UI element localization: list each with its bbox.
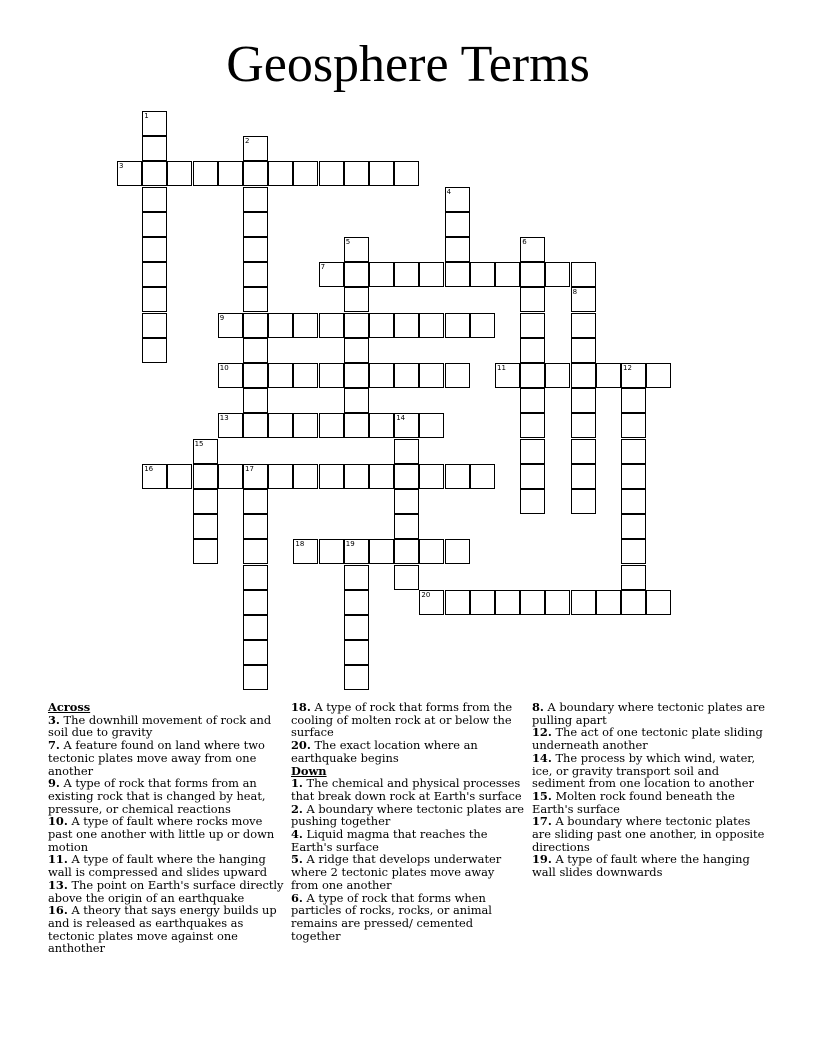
grid-cell[interactable] [319,464,344,489]
grid-cell[interactable] [419,539,444,564]
clue-number: 7 [320,263,326,272]
grid-cell[interactable] [520,287,545,312]
grid-cell[interactable] [344,590,369,615]
grid-cell[interactable] [520,262,545,287]
clue-item-text: A type of rock that forms from the cooling of molten rock at or below the surface [291,700,513,740]
grid-cell[interactable] [646,363,671,388]
clue-item [532,853,770,878]
grid-cell[interactable] [293,464,318,489]
clue-item-text: A type of fault where the hanging wall is compressed and slides upward [48,852,267,880]
clue-item [291,828,525,853]
grid-cell[interactable] [394,514,419,539]
grid-cell[interactable] [369,313,394,338]
grid-cell[interactable] [319,161,344,186]
clue-number: 11 [497,364,506,372]
grid-cell[interactable] [243,313,268,338]
grid-cell[interactable] [520,439,545,464]
grid-cell[interactable] [142,237,167,262]
grid-cell[interactable] [621,514,646,539]
clue-item-number: 1. [291,776,303,791]
clue-item-text: A type of fault where the hanging wall slides downwards [532,852,750,880]
clue-item [291,777,525,802]
down-clue-list [291,777,525,942]
grid-cell[interactable] [142,212,167,237]
clue-number: 14 [396,414,406,423]
grid-cell[interactable] [344,539,369,564]
clue-item [291,892,525,943]
grid-cell[interactable] [293,161,318,186]
grid-cell[interactable] [520,338,545,363]
grid-cell[interactable] [193,489,218,514]
grid-cell[interactable] [621,363,646,388]
grid-cell[interactable] [344,338,369,363]
clue-item-text: A feature found on land where two tectonic plates move away from one another [48,738,265,778]
grid-cell[interactable] [243,338,268,363]
grid-cell[interactable] [470,590,495,615]
grid-cell[interactable] [243,413,268,438]
grid-cell[interactable] [243,136,268,161]
grid-cell[interactable] [571,489,596,514]
clue-item-number: 14. [532,750,552,765]
clue-number: 8 [572,288,578,297]
clue-item [532,726,770,751]
grid-cell[interactable] [520,363,545,388]
grid-cell[interactable] [243,665,268,690]
grid-cell[interactable] [142,136,167,161]
clue-item [532,752,770,790]
clue-item-number: 4. [291,827,303,842]
clue-item-number: 10. [48,814,68,829]
grid-cell[interactable] [369,363,394,388]
grid-cell[interactable] [243,237,268,262]
grid-cell[interactable] [445,590,470,615]
grid-cell[interactable] [545,363,570,388]
grid-cell[interactable] [193,539,218,564]
grid-cell[interactable] [419,262,444,287]
grid-cell[interactable] [571,363,596,388]
clue-number: 6 [522,238,527,246]
grid-cell[interactable] [571,338,596,363]
grid-cell[interactable] [596,590,621,615]
grid-cell[interactable] [344,665,369,690]
grid-cell[interactable] [243,262,268,287]
grid-cell[interactable] [243,363,268,388]
clue-number: 10 [219,364,229,372]
grid-cell[interactable] [344,262,369,287]
grid-cell[interactable] [394,413,419,438]
grid-cell[interactable] [167,161,192,186]
grid-cell[interactable] [243,287,268,312]
grid-cell[interactable] [394,439,419,464]
clue-item-text: The chemical and physical processes that break down rock at Earth's surface [291,776,522,803]
across-clue-list-continued [291,701,525,765]
grid-cell[interactable] [319,413,344,438]
grid-cell[interactable] [344,363,369,388]
clue-item [532,815,770,853]
grid-cell[interactable] [142,161,167,186]
clue-number: 17 [245,464,254,473]
grid-cell[interactable] [520,464,545,489]
grid-cell[interactable] [621,413,646,438]
grid-cell[interactable] [268,413,293,438]
grid-cell[interactable] [344,464,369,489]
grid-cell[interactable] [193,514,218,539]
clue-number: 16 [144,464,154,473]
grid-cell[interactable] [243,590,268,615]
clue-item-number: 8. [532,700,544,714]
clue-column-3 [532,701,770,879]
grid-cell[interactable] [167,464,192,489]
clue-item-text: A ridge that develops underwater where 2 tectonic plates move away from one another [291,852,502,892]
clue-item-number: 11. [48,852,68,867]
clue-item-number: 16. [48,903,68,918]
grid-cell[interactable] [319,262,344,287]
grid-cell[interactable] [445,464,470,489]
grid-cell[interactable] [243,539,268,564]
clue-item-number: 5. [291,852,303,867]
across-clue-list [48,714,284,955]
grid-cell[interactable] [243,565,268,590]
grid-cell[interactable] [621,464,646,489]
clue-item-text: A boundary where tectonic plates are pushing together [291,801,525,829]
grid-cell[interactable] [394,489,419,514]
clue-item-text: A type of rock that forms when particles of rocks, rocks, or animal remains are pressed/ cemented together [291,890,492,943]
clue-item [532,790,770,815]
page-title: Geosphere Terms [226,36,590,93]
clue-item-text: A boundary where tectonic plates are pulling apart [532,700,766,727]
grid-cell[interactable] [621,590,646,615]
clue-number: 12 [623,364,632,372]
grid-cell[interactable] [344,413,369,438]
clue-item [532,701,770,726]
grid-cell[interactable] [193,161,218,186]
clue-item [291,701,525,739]
grid-cell[interactable] [243,187,268,212]
clue-item-text: Molten rock found beneath the Earth's surface [532,788,735,816]
grid-cell[interactable] [142,313,167,338]
clue-item-text: Liquid magma that reaches the Earth's surface [291,827,488,854]
grid-cell[interactable] [520,590,545,615]
grid-cell[interactable] [268,161,293,186]
clue-item-text: A boundary where tectonic plates are sliding past one another, in opposite directions [532,814,765,854]
clue-item-number: 19. [532,852,552,867]
grid-cell[interactable] [545,262,570,287]
grid-cell[interactable] [344,640,369,665]
clue-item [48,739,284,777]
grid-cell[interactable] [369,539,394,564]
grid-cell[interactable] [545,590,570,615]
grid-cell[interactable] [571,439,596,464]
grid-cell[interactable] [445,313,470,338]
clue-item-text: The act of one tectonic plate sliding underneath another [532,725,763,753]
grid-cell[interactable] [344,161,369,186]
grid-cell[interactable] [571,413,596,438]
grid-cell[interactable] [621,539,646,564]
grid-cell[interactable] [495,262,520,287]
grid-cell[interactable] [495,363,520,388]
grid-cell[interactable] [520,313,545,338]
clue-item [48,777,284,815]
clue-item-text: A type of fault where rocks move past one another with little up or down motion [48,814,275,854]
clue-column-1 [48,701,284,955]
grid-cell[interactable] [571,262,596,287]
grid-cell[interactable] [344,313,369,338]
clue-item-number: 17. [532,814,552,829]
grid-cell[interactable] [470,262,495,287]
clue-item-number: 15. [532,788,552,803]
grid-cell[interactable] [646,590,671,615]
clue-number: 3 [119,162,124,171]
grid-cell[interactable] [394,262,419,287]
clue-item [48,815,284,853]
grid-cell[interactable] [621,439,646,464]
grid-cell[interactable] [520,489,545,514]
grid-cell[interactable] [369,413,394,438]
grid-cell[interactable] [344,565,369,590]
clue-item-text: A type of rock that forms from an existing rock that is changed by heat, pressure, or chemical reactions [48,776,266,816]
grid-cell[interactable] [369,262,394,287]
grid-cell[interactable] [344,615,369,640]
clue-item-text: A theory that says energy builds up and is released as earthquakes as tectonic plates move against one anthother [48,903,277,956]
grid-cell[interactable] [369,161,394,186]
grid-cell[interactable] [293,413,318,438]
clue-item-number: 13. [48,877,68,892]
clue-item-number: 7. [48,738,60,753]
clue-item [48,714,284,739]
grid-cell[interactable] [344,388,369,413]
grid-cell[interactable] [520,413,545,438]
grid-cell[interactable] [419,313,444,338]
clue-item-number: 9. [48,776,60,791]
grid-cell[interactable] [419,363,444,388]
grid-cell[interactable] [268,363,293,388]
clue-column-2 [291,701,525,942]
grid-cell[interactable] [218,464,243,489]
grid-cell[interactable] [117,161,142,186]
down-heading: Down [291,763,327,778]
clue-number: 15 [194,439,204,448]
clue-item [48,904,284,955]
clue-number: 18 [295,540,305,549]
clue-item-text: The downhill movement of rock and soil due to gravity [48,712,272,740]
grid-cell[interactable] [243,464,268,489]
grid-cell[interactable] [571,313,596,338]
grid-cell[interactable] [319,363,344,388]
clue-item-number: 6. [291,890,303,905]
grid-cell[interactable] [394,539,419,564]
grid-cell[interactable] [571,590,596,615]
grid-cell[interactable] [571,388,596,413]
clue-item-text: The exact location where an earthquake begins [291,738,478,765]
grid-cell[interactable] [394,565,419,590]
clue-item-number: 12. [532,725,552,740]
grid-cell[interactable] [419,413,444,438]
clue-item-text: The process by which wind, water, ice, or gravity transport soil and sediment from one location to another [532,750,756,791]
grid-cell[interactable] [142,464,167,489]
clue-item-number: 3. [48,712,60,727]
grid-cell[interactable] [495,590,520,615]
clue-number: 5 [345,238,351,246]
grid-cell[interactable] [419,590,444,615]
grid-cell[interactable] [142,187,167,212]
grid-cell[interactable] [520,237,545,262]
grid-cell[interactable] [445,262,470,287]
grid-cell[interactable] [243,388,268,413]
grid-cell[interactable] [571,464,596,489]
clue-number: 9 [219,313,225,322]
grid-cell[interactable] [218,363,243,388]
grid-cell[interactable] [394,161,419,186]
clue-item [291,739,525,764]
clue-item-number: 18. [291,700,311,714]
grid-cell[interactable] [419,464,444,489]
grid-cell[interactable] [293,313,318,338]
clue-item-number: 2. [291,801,303,816]
grid-cell[interactable] [445,237,470,262]
grid-cell[interactable] [218,313,243,338]
clue-item-number: 20. [291,738,311,753]
grid-cell[interactable] [319,313,344,338]
grid-cell[interactable] [268,464,293,489]
grid-cell[interactable] [319,539,344,564]
grid-cell[interactable] [470,464,495,489]
clue-item [291,803,525,828]
grid-cell[interactable] [344,237,369,262]
grid-cell[interactable] [243,640,268,665]
grid-cell[interactable] [218,413,243,438]
clue-item [291,853,525,891]
clue-item-text: The point on Earth's surface directly above the origin of an earthquake [48,877,284,905]
clue-item [48,853,284,878]
down-clue-list-continued [532,701,770,879]
grid-cell[interactable] [344,287,369,312]
across-heading: Across [48,700,91,714]
grid-cell[interactable] [218,161,243,186]
grid-cell[interactable] [243,514,268,539]
grid-cell[interactable] [243,161,268,186]
grid-cell[interactable] [243,489,268,514]
grid-cell[interactable] [268,313,293,338]
grid-cell[interactable] [293,363,318,388]
grid-cell[interactable] [571,287,596,312]
grid-cell[interactable] [394,313,419,338]
grid-cell[interactable] [394,464,419,489]
grid-cell[interactable] [142,262,167,287]
grid-cell[interactable] [445,363,470,388]
grid-cell[interactable] [142,338,167,363]
grid-cell[interactable] [621,388,646,413]
grid-cell[interactable] [470,313,495,338]
grid-cell[interactable] [193,464,218,489]
clue-number: 2 [245,137,250,146]
clue-number: 20 [421,590,431,599]
grid-cell[interactable] [596,363,621,388]
clue-number: 19 [345,540,355,549]
grid-cell[interactable] [243,212,268,237]
grid-cell[interactable] [621,489,646,514]
grid-cell[interactable] [445,539,470,564]
grid-cell[interactable] [520,388,545,413]
grid-cell[interactable] [243,615,268,640]
grid-cell[interactable] [445,212,470,237]
grid-cell[interactable] [394,363,419,388]
grid-cell[interactable] [142,111,167,136]
clue-item [48,879,284,904]
grid-cell[interactable] [193,439,218,464]
clue-number: 13 [219,414,229,423]
grid-cell[interactable] [621,565,646,590]
grid-cell[interactable] [142,287,167,312]
clue-number: 4 [446,187,452,196]
clue-number: 1 [144,112,149,120]
grid-cell[interactable] [445,187,470,212]
grid-cell[interactable] [369,464,394,489]
grid-cell[interactable] [293,539,318,564]
